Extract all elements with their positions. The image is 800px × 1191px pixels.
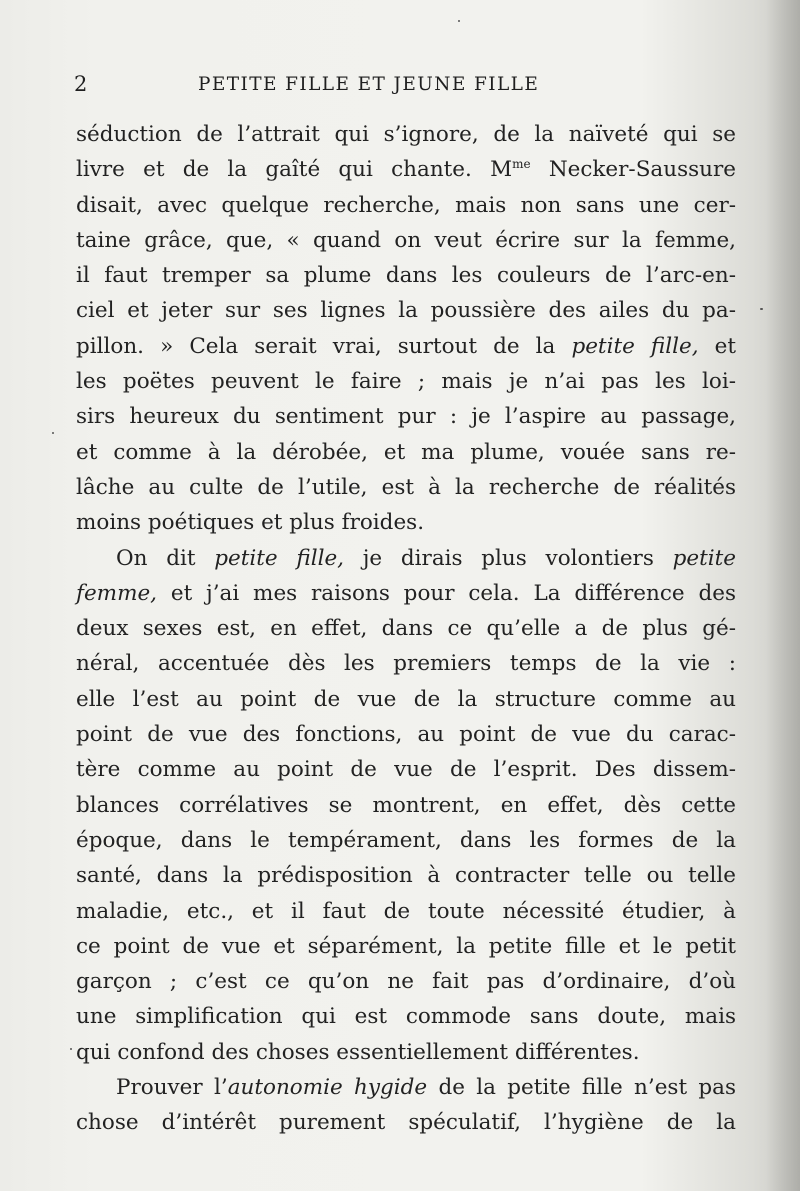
text-line: garçon ; c’est ce qu’on ne fait pas d’ordinaire, d’où bbox=[76, 969, 736, 995]
text-segment: Prouver l’ bbox=[116, 1075, 228, 1101]
text-line: époque, dans le tempérament, dans les formes de la bbox=[76, 827, 736, 853]
text-line bbox=[76, 541, 736, 576]
italic-text: petite bbox=[672, 545, 736, 571]
text-line: sirs heureux du sentiment pur : je l’aspire au passage, bbox=[76, 404, 736, 430]
text-line: chose d’intérêt purement spéculatif, l’hygiène de la bbox=[76, 1110, 736, 1136]
text-segment: pillon. » Cela serait vrai, surtout de la bbox=[76, 333, 572, 359]
text-line: tère comme au point de vue de l’esprit. Des dissem- bbox=[76, 757, 736, 783]
text-line: elle l’est au point de vue de la structure comme au bbox=[76, 686, 736, 712]
italic-text: petite fille, bbox=[571, 333, 699, 359]
text-line: et comme à la dérobée, et ma plume, vouée sans re- bbox=[76, 439, 736, 465]
text-line: lâche au culte de l’utile, est à la recherche de réalités bbox=[76, 474, 736, 500]
text-line: néral, accentuée dès les premiers temps de la vie : bbox=[76, 651, 736, 677]
text-line: maladie, etc., et il faut de toute nécessité étudier, à bbox=[76, 898, 736, 924]
text-line: séduction de l’attrait qui s’ignore, de la naïveté qui se bbox=[76, 122, 736, 147]
text-line: point de vue des fonctions, au point de vue du carac- bbox=[76, 722, 736, 748]
text-line: taine grâce, que, « quand on veut écrire sur la femme, bbox=[76, 227, 736, 253]
page-edge-shadow bbox=[766, 0, 800, 1191]
ink-speck bbox=[458, 20, 460, 22]
ink-speck bbox=[760, 308, 763, 310]
italic-text: autonomie hygide bbox=[227, 1075, 428, 1101]
text-line bbox=[76, 576, 736, 611]
text-line bbox=[76, 329, 736, 364]
running-title: PETITE FILLE ET JEUNE FILLE bbox=[198, 74, 540, 95]
text-line: une simplification qui est commode sans doute, mais bbox=[76, 1004, 736, 1030]
ink-speck bbox=[52, 432, 54, 434]
italic-text: petite fille, bbox=[214, 545, 345, 571]
text-line bbox=[76, 1070, 736, 1105]
superscript: me bbox=[512, 157, 531, 172]
italic-text: femme, bbox=[76, 580, 158, 606]
text-line: moins poétiques et plus froides. bbox=[76, 510, 425, 536]
text-segment: de la petite fille n’est pas bbox=[427, 1075, 737, 1101]
text-line: les poëtes peuvent le faire ; mais je n’ai pas les loi- bbox=[76, 369, 736, 395]
text-line: qui confond des choses essentiellement différentes. bbox=[76, 1039, 640, 1065]
text-segment: je dirais plus volontiers bbox=[344, 545, 673, 571]
page-header bbox=[74, 72, 714, 102]
text-line: disait, avec quelque recherche, mais non sans une cer- bbox=[76, 192, 736, 218]
text-line: blances corrélatives se montrent, en effet, dès cette bbox=[76, 792, 736, 818]
text-segment: On dit bbox=[116, 545, 215, 571]
text-segment: et j’ai mes raisons pour cela. La différence des bbox=[157, 580, 736, 606]
text-line bbox=[76, 152, 736, 187]
ink-speck bbox=[70, 1048, 72, 1050]
body-text bbox=[76, 117, 736, 1141]
text-line: ciel et jeter sur ses lignes la poussière des ailes du pa- bbox=[76, 298, 736, 324]
page-number: 2 bbox=[74, 72, 88, 96]
text-segment: livre et de la gaîté qui chante. M bbox=[76, 157, 513, 183]
text-line: il faut tremper sa plume dans les couleurs de l’arc-en- bbox=[76, 263, 736, 289]
text-line: santé, dans la prédisposition à contracter telle ou telle bbox=[76, 863, 736, 889]
text-segment: et bbox=[698, 333, 736, 359]
text-line: deux sexes est, en effet, dans ce qu’elle a de plus gé- bbox=[76, 616, 736, 642]
text-line: ce point de vue et séparément, la petite fille et le petit bbox=[76, 933, 736, 959]
text-segment: Necker-Saussure bbox=[530, 157, 737, 183]
